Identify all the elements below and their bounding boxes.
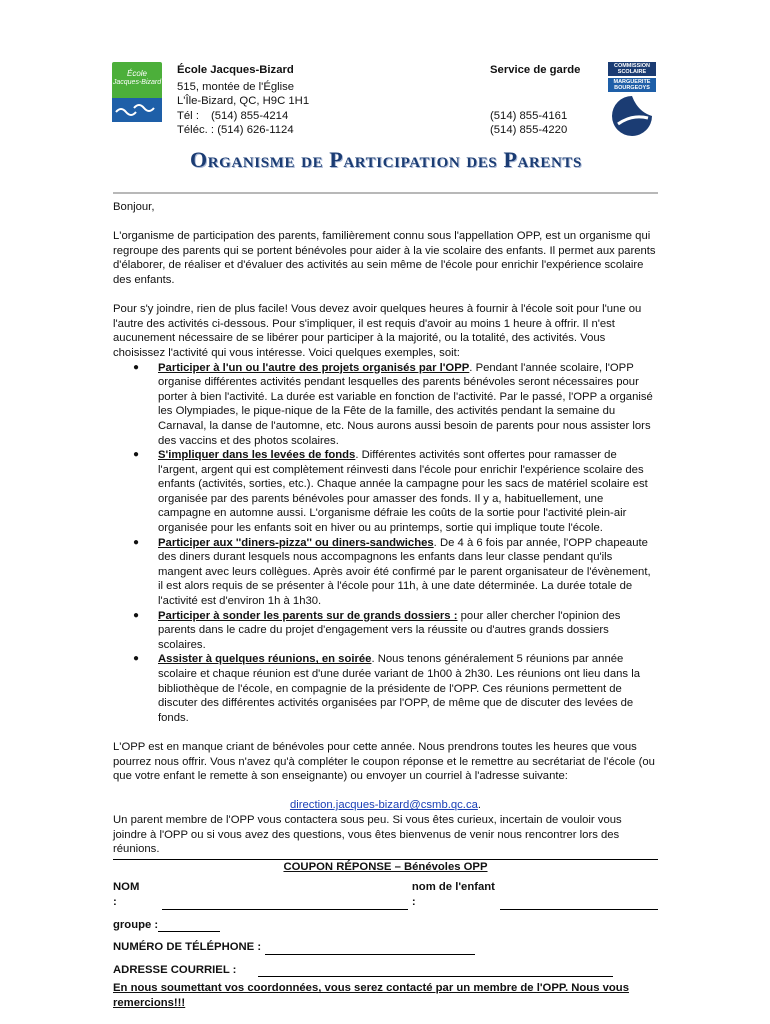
tel-row <box>177 109 357 124</box>
contact-paragraph: Un parent membre de l'OPP vous contactera sous peu. Si vous êtes curieux, incertain de vouloir vous joindre à l'OPP ou si vous avez des questions, vous êtes bienvenus de venir nous rencontrer lors des réunions. <box>113 813 622 856</box>
courriel-label: ADRESSE COURRIEL : <box>113 963 237 976</box>
intro-paragraph: L'organisme de participation des parents, familièrement connu sous l'appellation OPP, est un organisme qui regroupe des parents qui se portent bénévoles pour aider à la vie scolaire des enfants. Il permet aux parents d'élaborer, de réaliser et d'évaluer des activités au sein même de l'école pour enrichir l'expérience scolaire des enfants. <box>113 230 656 286</box>
email-link[interactable]: direction.jacques-bizard@csmb.qc.ca <box>289 799 478 812</box>
nom-label: NOM : <box>113 881 140 908</box>
groupe-field[interactable] <box>158 919 220 932</box>
groupe-label: groupe : <box>113 918 159 931</box>
list-item-text: . Nous tenons généralement 5 réunions par année scolaire et chaque réunion est d'une durée variant de 1h00 à 2h30. Les réunions ont lieu dans la bibliothèque de l'école, en compagnie de la présidente de l'OPP. Ces réunions permettent de discuter des différentes activités organisées par l'OPP, de même que de discuter des levées de fonds. <box>158 653 640 724</box>
telephone-label: NUMÉRO DE TÉLÉPHONE : <box>113 941 262 954</box>
list-item-head: Assister à quelques réunions, en soirée <box>158 653 372 666</box>
tel-value: (514) 855-4214 <box>210 109 289 122</box>
bullet-icon: ● <box>133 361 140 373</box>
fax-value: (514) 626-1124 <box>217 124 294 137</box>
nom-row <box>113 880 658 909</box>
list-item-head: Participer à l'un ou l'autre des projets organisés par l'OPP <box>158 361 470 374</box>
commission-logo <box>608 62 656 138</box>
list-item-head: Participer aux ''diners-pizza'' ou diners-sandwiches <box>158 536 434 549</box>
coupon-footer: En nous soumettant vos coordonnées, vous serez contacté par un membre de l'OPP. Nous vous remercions!!! <box>113 982 629 1009</box>
commission-logo-line3: MARGUERITE <box>613 79 651 85</box>
list-item-text: pour aller chercher l'opinion des parents dans le cadre du projet d'engagement vers la réussite ou d'autres grands dossiers scolaires. <box>158 609 621 651</box>
enfant-field[interactable] <box>500 897 658 910</box>
service-label: Service de garde <box>490 64 581 76</box>
page-title: Organisme de Participation des Parents <box>190 147 582 172</box>
telephone-row <box>113 940 658 955</box>
list-item <box>133 448 658 536</box>
wave-icon <box>112 98 162 122</box>
courriel-row <box>113 963 658 978</box>
divider <box>113 192 658 194</box>
swoosh-icon <box>608 94 656 138</box>
email-suffix: . <box>477 799 482 812</box>
school-name: École Jacques-Bizard <box>177 64 294 76</box>
list-item-text: . Pendant l'année scolaire, l'OPP organise différentes activités pendant lesquelles des parents bénévoles seront nécessaires pour porter à bien l'activité. La durée est variable en fonction de l'activité. Par le passé, l'OPP a organisé les Olympiades, le pique-nique de la Fête de la famille, des activités pendant la semaine du Carnaval, la danse de l'automne, etc. Nous aurons aussi besoin de parents pour nous assister lors des vaccins et des photos scolaires. <box>158 361 653 447</box>
join-paragraph: Pour s'y joindre, rien de plus facile! Vous devez avoir quelques heures à fournir à l'école soit pour l'une ou l'autre des activités ci-dessous. Pour s'impliquer, il est requis d'avoir au moins 1 heure à offrir. Il n'est aucunement nécessaire de se libérer pour participer à la majorité, ou la totalité, des activités. Vous choisissez l'activité qui vous intéresse. Voici quelques exemples, soit: <box>113 303 642 359</box>
school-address <box>177 63 357 138</box>
tel-label: Tél : <box>177 109 199 122</box>
bullet-icon: ● <box>133 449 140 461</box>
list-item-text: . De 4 à 6 fois par année, l'OPP chapeaute des diners durant lesquels nous accompagnons les enfants dans leur classe pendant qu'ils mangent avec leurs collègues. Après avoir été confirmé par le parent organisateur de l'évènement, il est alors requis de se présenter à l'école pour 11h, à une date déterminée. La durée totale de l'activité est d'environ 1h à 1h30. <box>158 536 651 608</box>
service-fax: (514) 855-4220 <box>490 124 568 137</box>
address-line1: 515, montée de l'Église <box>177 80 295 93</box>
list-item <box>133 361 658 449</box>
groupe-row <box>113 918 658 933</box>
address-line2: L'Île-Bizard, QC, H9C 1H1 <box>177 95 310 108</box>
greeting: Bonjour, <box>113 201 155 213</box>
nom-field[interactable] <box>162 897 408 910</box>
commission-logo-line1: COMMISSION <box>613 63 651 69</box>
coupon-form <box>113 880 658 1010</box>
fax-label: Téléc. : <box>177 124 215 137</box>
list-item <box>133 652 658 725</box>
fax-row <box>177 123 357 138</box>
letter-body <box>113 200 658 1010</box>
bullet-icon: ● <box>133 609 140 621</box>
service-tel: (514) 855-4161 <box>490 109 568 122</box>
list-item-head: Participer à sonder les parents sur de grands dossiers : <box>158 609 458 622</box>
list-item-head: S'impliquer dans les levées de fonds <box>158 449 356 462</box>
telephone-field[interactable] <box>265 942 475 955</box>
school-logo-line2: Jacques-Bizard <box>112 79 162 86</box>
school-logo-wave <box>112 98 162 122</box>
commission-logo-line4: BOURGEOYS <box>614 85 650 91</box>
list-item <box>133 609 658 653</box>
bullet-icon: ● <box>133 536 140 548</box>
email-row <box>113 798 658 813</box>
bullet-icon: ● <box>133 653 140 665</box>
commission-logo-banner <box>608 62 656 76</box>
closing-paragraph: L'OPP est en manque criant de bénévoles pour cette année. Nous prendrons toutes les heures que vous pourrez nous offrir. Vous n'avez qu'à compléter le coupon réponse et le remettre au secrétariat de l'école (ou que votre enfant le remette à son enseignante) ou envoyer un courriel à l'adresse suivante: <box>113 740 655 783</box>
courriel-field[interactable] <box>258 964 613 977</box>
commission-logo-sub <box>608 78 656 92</box>
service-de-garde <box>490 63 600 138</box>
list-item-text: . Différentes activités sont offertes pour ramasser de l'argent, argent qui est complètement réinvesti dans l'école pour enrichir l'expérience scolaire des enfants (activités, sorties, etc.). Chaque année la campagne pour les sacs de matériel scolaire est organisée par des parents bénévoles pour amasser des fonds. Il y a, habituellement, une campagne en automne aussi. L'organisme défraie les coûts de la sortie pour l'activité plein-air organisée pour les enfants soit en hiver ou au printemps, sortie qui implique toute l'école. <box>158 449 648 535</box>
coupon-title: COUPON RÉPONSE – Bénévoles OPP <box>283 860 488 873</box>
school-logo <box>112 62 162 122</box>
list-item <box>133 536 658 609</box>
enfant-label: nom de l'enfant : <box>411 881 495 908</box>
commission-logo-line2: SCOLAIRE <box>617 69 647 75</box>
school-logo-line1: École <box>126 69 147 78</box>
activity-list <box>113 361 658 726</box>
